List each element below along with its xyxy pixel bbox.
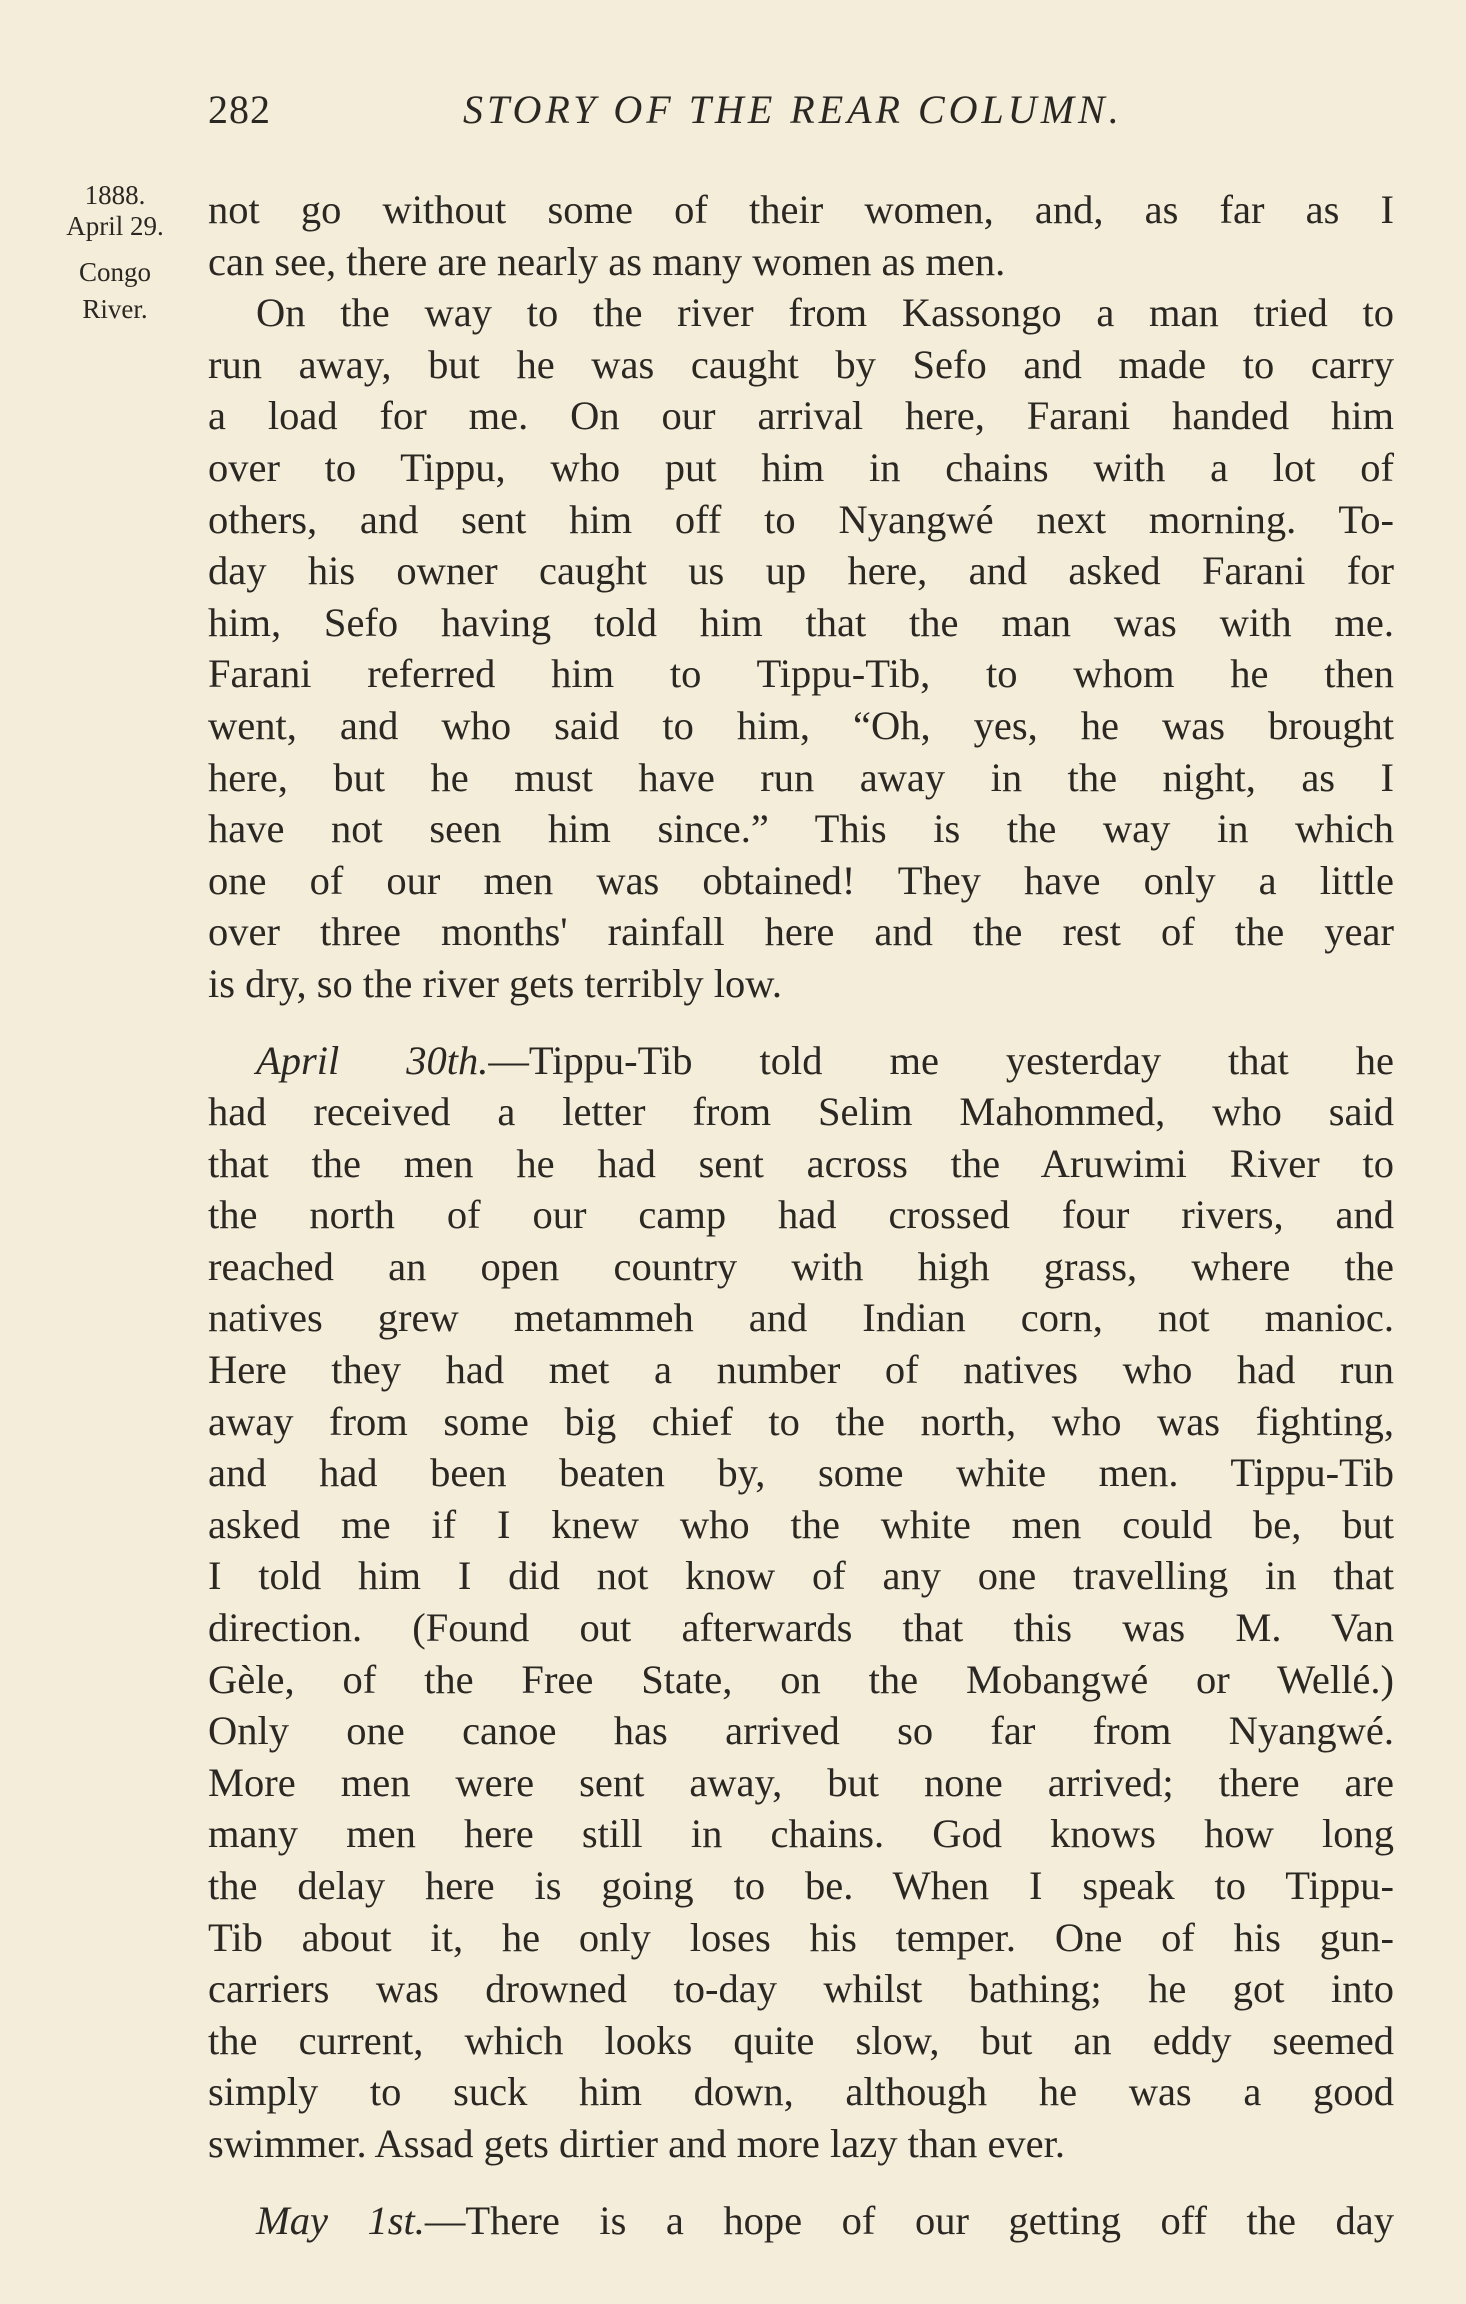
text-line: had received a letter from Selim Mahommed, who said <box>208 1089 1394 1135</box>
text-line: that the men he had sent across the Aruwimi River to <box>208 1140 1394 1186</box>
text-line: carriers was drowned to-day whilst bathing; he got into <box>208 1966 1394 2012</box>
text-line: went, and who said to him, “Oh, yes, he was brought <box>208 702 1394 748</box>
text-line: away from some big chief to the north, who was fighting, <box>208 1398 1394 1444</box>
text-line: others, and sent him off to Nyangwé next morning. To- <box>208 496 1394 542</box>
text-line: is dry, so the river gets terribly low. <box>208 960 783 1006</box>
text-line: day his owner caught us up here, and asked Farani for <box>208 548 1394 594</box>
text-line: over to Tippu, who put him in chains with a lot of <box>208 444 1394 490</box>
text-line: Farani referred him to Tippu-Tib, to whom he then <box>208 651 1394 697</box>
text-line: many men here still in chains. God knows how long <box>208 1811 1394 1857</box>
text-line: the current, which looks quite slow, but an eddy seemed <box>208 2017 1394 2063</box>
text-line: More men were sent away, but none arrived; there are <box>208 1759 1394 1805</box>
entry-date: May 1st. <box>256 2197 425 2243</box>
text-line: I told him I did not know of any one travelling in that <box>208 1553 1394 1599</box>
text-line: Tib about it, he only loses his temper. One of his gun- <box>208 1914 1394 1960</box>
margin-year: 1888. <box>84 180 146 210</box>
paragraph <box>208 184 1394 287</box>
text-line: a load for me. On our arrival here, Farani handed him <box>208 393 1394 439</box>
entry-date: April 30th. <box>256 1037 489 1083</box>
text-line: here, but he must have run away in the night, as I <box>208 754 1394 800</box>
text-line: swimmer. Assad gets dirtier and more lazy than ever. <box>208 2120 1066 2166</box>
text-line: him, Sefo having told him that the man was with me. <box>208 599 1394 645</box>
text-line: have not seen him since.” This is the way in which <box>208 806 1394 852</box>
text-line: run away, but he was caught by Sefo and made to carry <box>208 341 1394 387</box>
text-line: not go without some of their women, and, as far as I <box>208 187 1394 232</box>
text-line: can see, there are nearly as many women as men. <box>208 238 1006 284</box>
margin-place-1: Congo <box>78 257 151 287</box>
text-line: over three months' rainfall here and the rest of the year <box>208 909 1394 955</box>
page-header <box>208 86 1388 136</box>
text-line: the north of our camp had crossed four rivers, and <box>208 1192 1394 1238</box>
running-title: STORY OF THE REAR COLUMN. <box>463 87 1123 132</box>
text-line: Here they had met a number of natives who had run <box>208 1347 1394 1393</box>
text-line: natives grew metammeh and Indian corn, not manioc. <box>208 1295 1394 1341</box>
margin-place-2: River. <box>82 294 148 324</box>
text-line: one of our men was obtained! They have only a little <box>208 857 1394 903</box>
paragraph <box>208 2195 1394 2247</box>
text-run: —There is a hope of our getting off the day <box>424 2197 1394 2243</box>
text-line: asked me if I knew who the white men could be, but <box>208 1501 1394 1547</box>
text-line <box>208 2195 1394 2247</box>
text-line: the delay here is going to be. When I speak to Tippu- <box>208 1863 1394 1908</box>
text-line: On the way to the river from Kassongo a man tried to <box>256 290 1394 336</box>
text-line: Only one canoe has arrived so far from Nyangwé. <box>208 1708 1394 1754</box>
page-number: 282 <box>208 87 271 132</box>
body-text <box>208 184 1394 2246</box>
text-line: and had been beaten by, some white men. Tippu-Tib <box>208 1450 1394 1496</box>
margin-date: April 29. <box>66 211 164 241</box>
text-run: —Tippu-Tib told me yesterday that he <box>488 1037 1394 1083</box>
paragraph <box>208 1035 1394 2170</box>
text-line <box>208 1035 1394 1087</box>
text-line: simply to suck him down, although he was a good <box>208 2069 1394 2115</box>
text-line: reached an open country with high grass, where the <box>208 1243 1394 1289</box>
text-line: Gèle, of the Free State, on the Mobangwé or Wellé.) <box>208 1656 1394 1702</box>
margin-note <box>40 180 190 326</box>
paragraph <box>208 287 1394 1009</box>
text-line: direction. (Found out afterwards that this was M. Van <box>208 1605 1394 1651</box>
